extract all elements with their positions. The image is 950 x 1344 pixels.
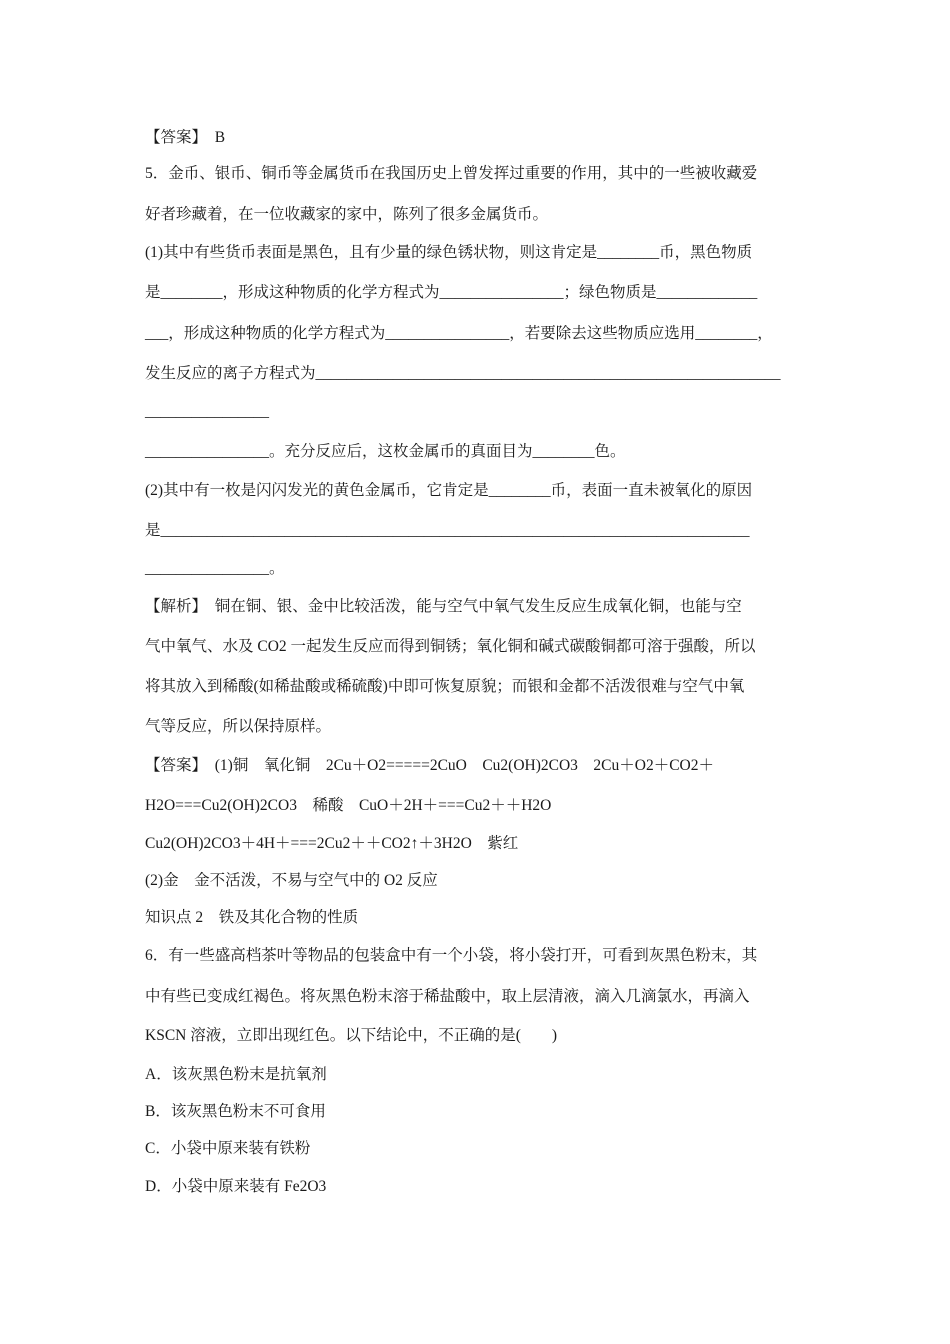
knowledge-point-2-heading: 知识点 2 铁及其化合物的性质 [145, 909, 359, 926]
question-5-part-1-line-5: ________________。充分反应后，这枚金属币的真面目为________色。 [145, 443, 626, 460]
question-5-part-1-line-4: 发生反应的离子方程式为____________________________________________________________ [145, 365, 781, 382]
question-5-stem-line-2: 好者珍藏着，在一位收藏家的家中，陈列了很多金属货币。 [145, 206, 549, 223]
answer-q5-line-4: (2)金 金不活泼，不易与空气中的 O2 反应 [145, 872, 438, 889]
answer-line-q4: 【答案】 B [145, 129, 226, 146]
question-5-stem-line-1: 5．金币、银币、铜币等金属货币在我国历史上曾发挥过重要的作用，其中的一些被收藏爱 [145, 165, 758, 182]
question-5-part-2-line-1: (2)其中有一枚是闪闪发光的黄色金属币，它肯定是________币，表面一直未被氧化的原因 [145, 482, 753, 499]
question-5-part-1-blank-line: ________________ [145, 403, 269, 420]
question-6-stem-line-3: KSCN 溶液，立即出现红色。以下结论中，不正确的是( ) [145, 1027, 558, 1044]
answer-q5-line-3: Cu2(OH)2CO3＋4H＋===2Cu2＋＋CO2↑＋3H2O 紫红 [145, 835, 519, 852]
analysis-line-1: 【解析】 铜在铜、银、金中比较活泼，能与空气中氧气发生反应生成氧化铜，也能与空 [145, 598, 742, 615]
question-5-part-1-line-3: ___，形成这种物质的化学方程式为________________，若要除去这些物质应选用________， [145, 325, 773, 342]
analysis-line-3: 将其放入到稀酸(如稀盐酸或稀硫酸)中即可恢复原貌；而银和金都不活泼很难与空气中氧 [145, 678, 745, 695]
answer-q5-line-2: H2O===Cu2(OH)2CO3 稀酸 CuO＋2H＋===Cu2＋＋H2O [145, 797, 552, 814]
question-6-stem-line-2: 中有些已变成红褐色。将灰黑色粉末溶于稀盐酸中，取上层清液，滴入几滴氯水，再滴入 [145, 988, 750, 1005]
question-6-option-d: D．小袋中原来装有 Fe2O3 [145, 1178, 327, 1195]
question-5-part-2-line-2: 是____________________________________________________________________________ [145, 522, 750, 539]
answer-q5-line-1: 【答案】 (1)铜 氧化铜 2Cu＋O2=====2CuO Cu2(OH)2CO3 2Cu＋O2＋CO2＋ [145, 757, 714, 774]
question-5-part-1-line-1: (1)其中有些货币表面是黑色，且有少量的绿色锈状物，则这肯定是________币，黑色物质 [145, 244, 753, 261]
question-6-stem-line-1: 6．有一些盛高档茶叶等物品的包装盒中有一个小袋，将小袋打开，可看到灰黑色粉末，其 [145, 947, 758, 964]
question-5-part-2-line-3: ________________。 [145, 560, 285, 577]
analysis-line-2: 气中氧气、水及 CO2 一起发生反应而得到铜锈；氧化铜和碱式碳酸铜都可溶于强酸，所以 [145, 638, 756, 655]
question-6-option-c: C．小袋中原来装有铁粉 [145, 1140, 311, 1157]
question-6-option-a: A．该灰黑色粉末是抗氧剂 [145, 1066, 327, 1083]
question-5-part-1-line-2: 是________，形成这种物质的化学方程式为________________；绿色物质是_____________ [145, 284, 758, 301]
question-6-option-b: B．该灰黑色粉末不可食用 [145, 1103, 326, 1120]
analysis-line-4: 气等反应，所以保持原样。 [145, 718, 332, 735]
